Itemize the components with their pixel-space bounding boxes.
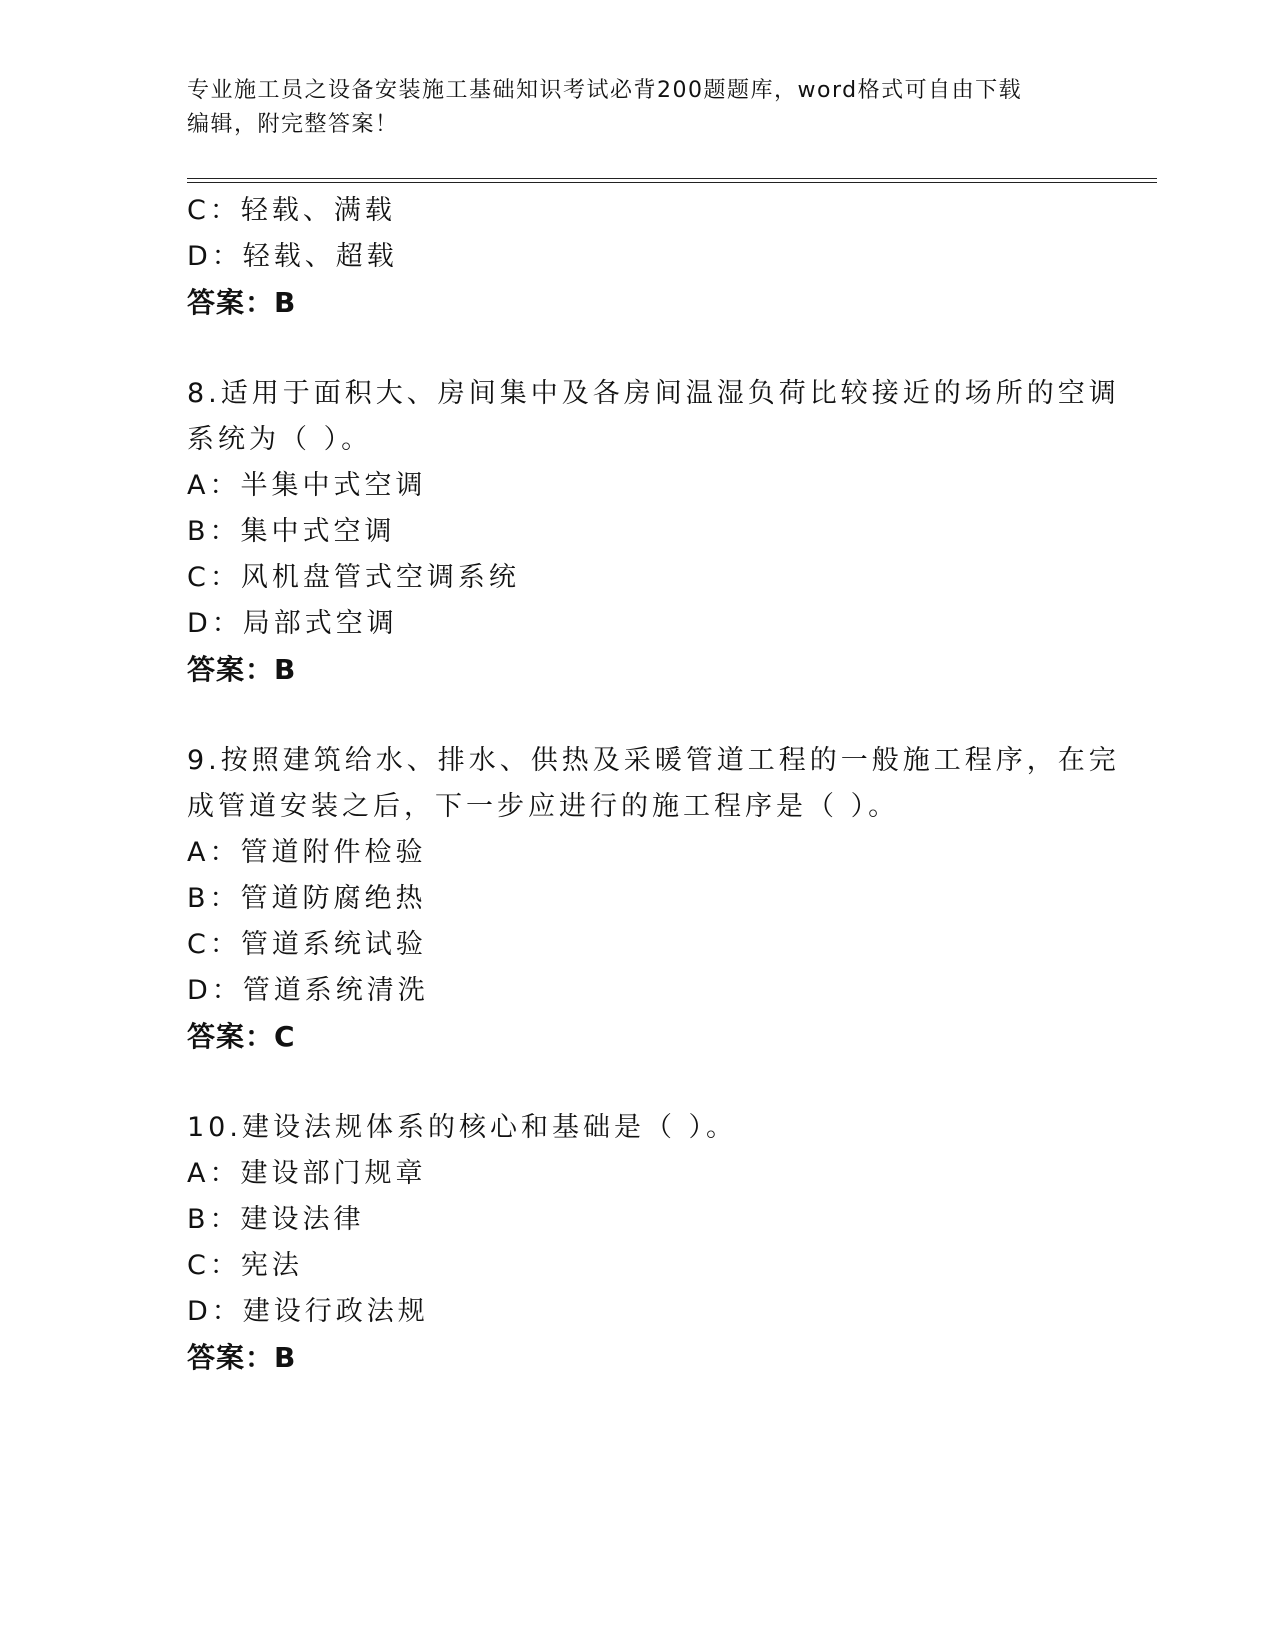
question-stem-line: 8.适用于面积大、房间集中及各房间温湿负荷比较接近的场所的空调 — [187, 378, 1120, 409]
option-d: D：轻载、超载 — [187, 241, 398, 272]
option-b: B：管道防腐绝热 — [187, 883, 427, 914]
question-10 — [187, 1105, 1087, 1381]
answer-line: 答案：B — [187, 1341, 297, 1374]
option-b: B：集中式空调 — [187, 516, 396, 547]
answer-line: 答案：B — [187, 286, 297, 319]
spacer — [187, 326, 1087, 371]
question-7 — [187, 188, 1087, 326]
answer-line: 答案：C — [187, 1020, 296, 1053]
header-divider-top — [187, 178, 1157, 179]
option-a: A：建设部门规章 — [187, 1158, 427, 1189]
header-divider-bottom — [187, 182, 1157, 183]
option-a: A：半集中式空调 — [187, 470, 427, 501]
page-header — [187, 74, 1067, 142]
option-b: B：建设法律 — [187, 1204, 365, 1235]
option-c: C：轻载、满载 — [187, 195, 396, 226]
answer-line: 答案：B — [187, 653, 297, 686]
spacer — [187, 693, 1087, 738]
option-c: C：管道系统试验 — [187, 929, 427, 960]
spacer — [187, 1060, 1087, 1105]
question-list — [187, 188, 1120, 1381]
question-stem-line: 系统为（ ）。 — [187, 424, 373, 455]
option-c: C：宪法 — [187, 1250, 303, 1281]
option-d: D：管道系统清洗 — [187, 975, 429, 1006]
header-title-line-2: 编辑，附完整答案！ — [187, 112, 399, 137]
option-c: C：风机盘管式空调系统 — [187, 562, 520, 593]
option-a: A：管道附件检验 — [187, 837, 427, 868]
question-stem-line: 成管道安装之后，下一步应进行的施工程序是（ ）。 — [187, 791, 900, 822]
question-stem-line: 9.按照建筑给水、排水、供热及采暖管道工程的一般施工程序，在完 — [187, 745, 1120, 776]
question-stem-line: 10.建设法规体系的核心和基础是（ ）。 — [187, 1112, 738, 1143]
question-9 — [187, 738, 1120, 1060]
option-d: D：局部式空调 — [187, 608, 398, 639]
question-8 — [187, 371, 1120, 693]
header-title-line-1: 专业施工员之设备安装施工基础知识考试必背200题题库，word格式可自由下载 — [187, 78, 1023, 103]
option-d: D：建设行政法规 — [187, 1296, 429, 1327]
